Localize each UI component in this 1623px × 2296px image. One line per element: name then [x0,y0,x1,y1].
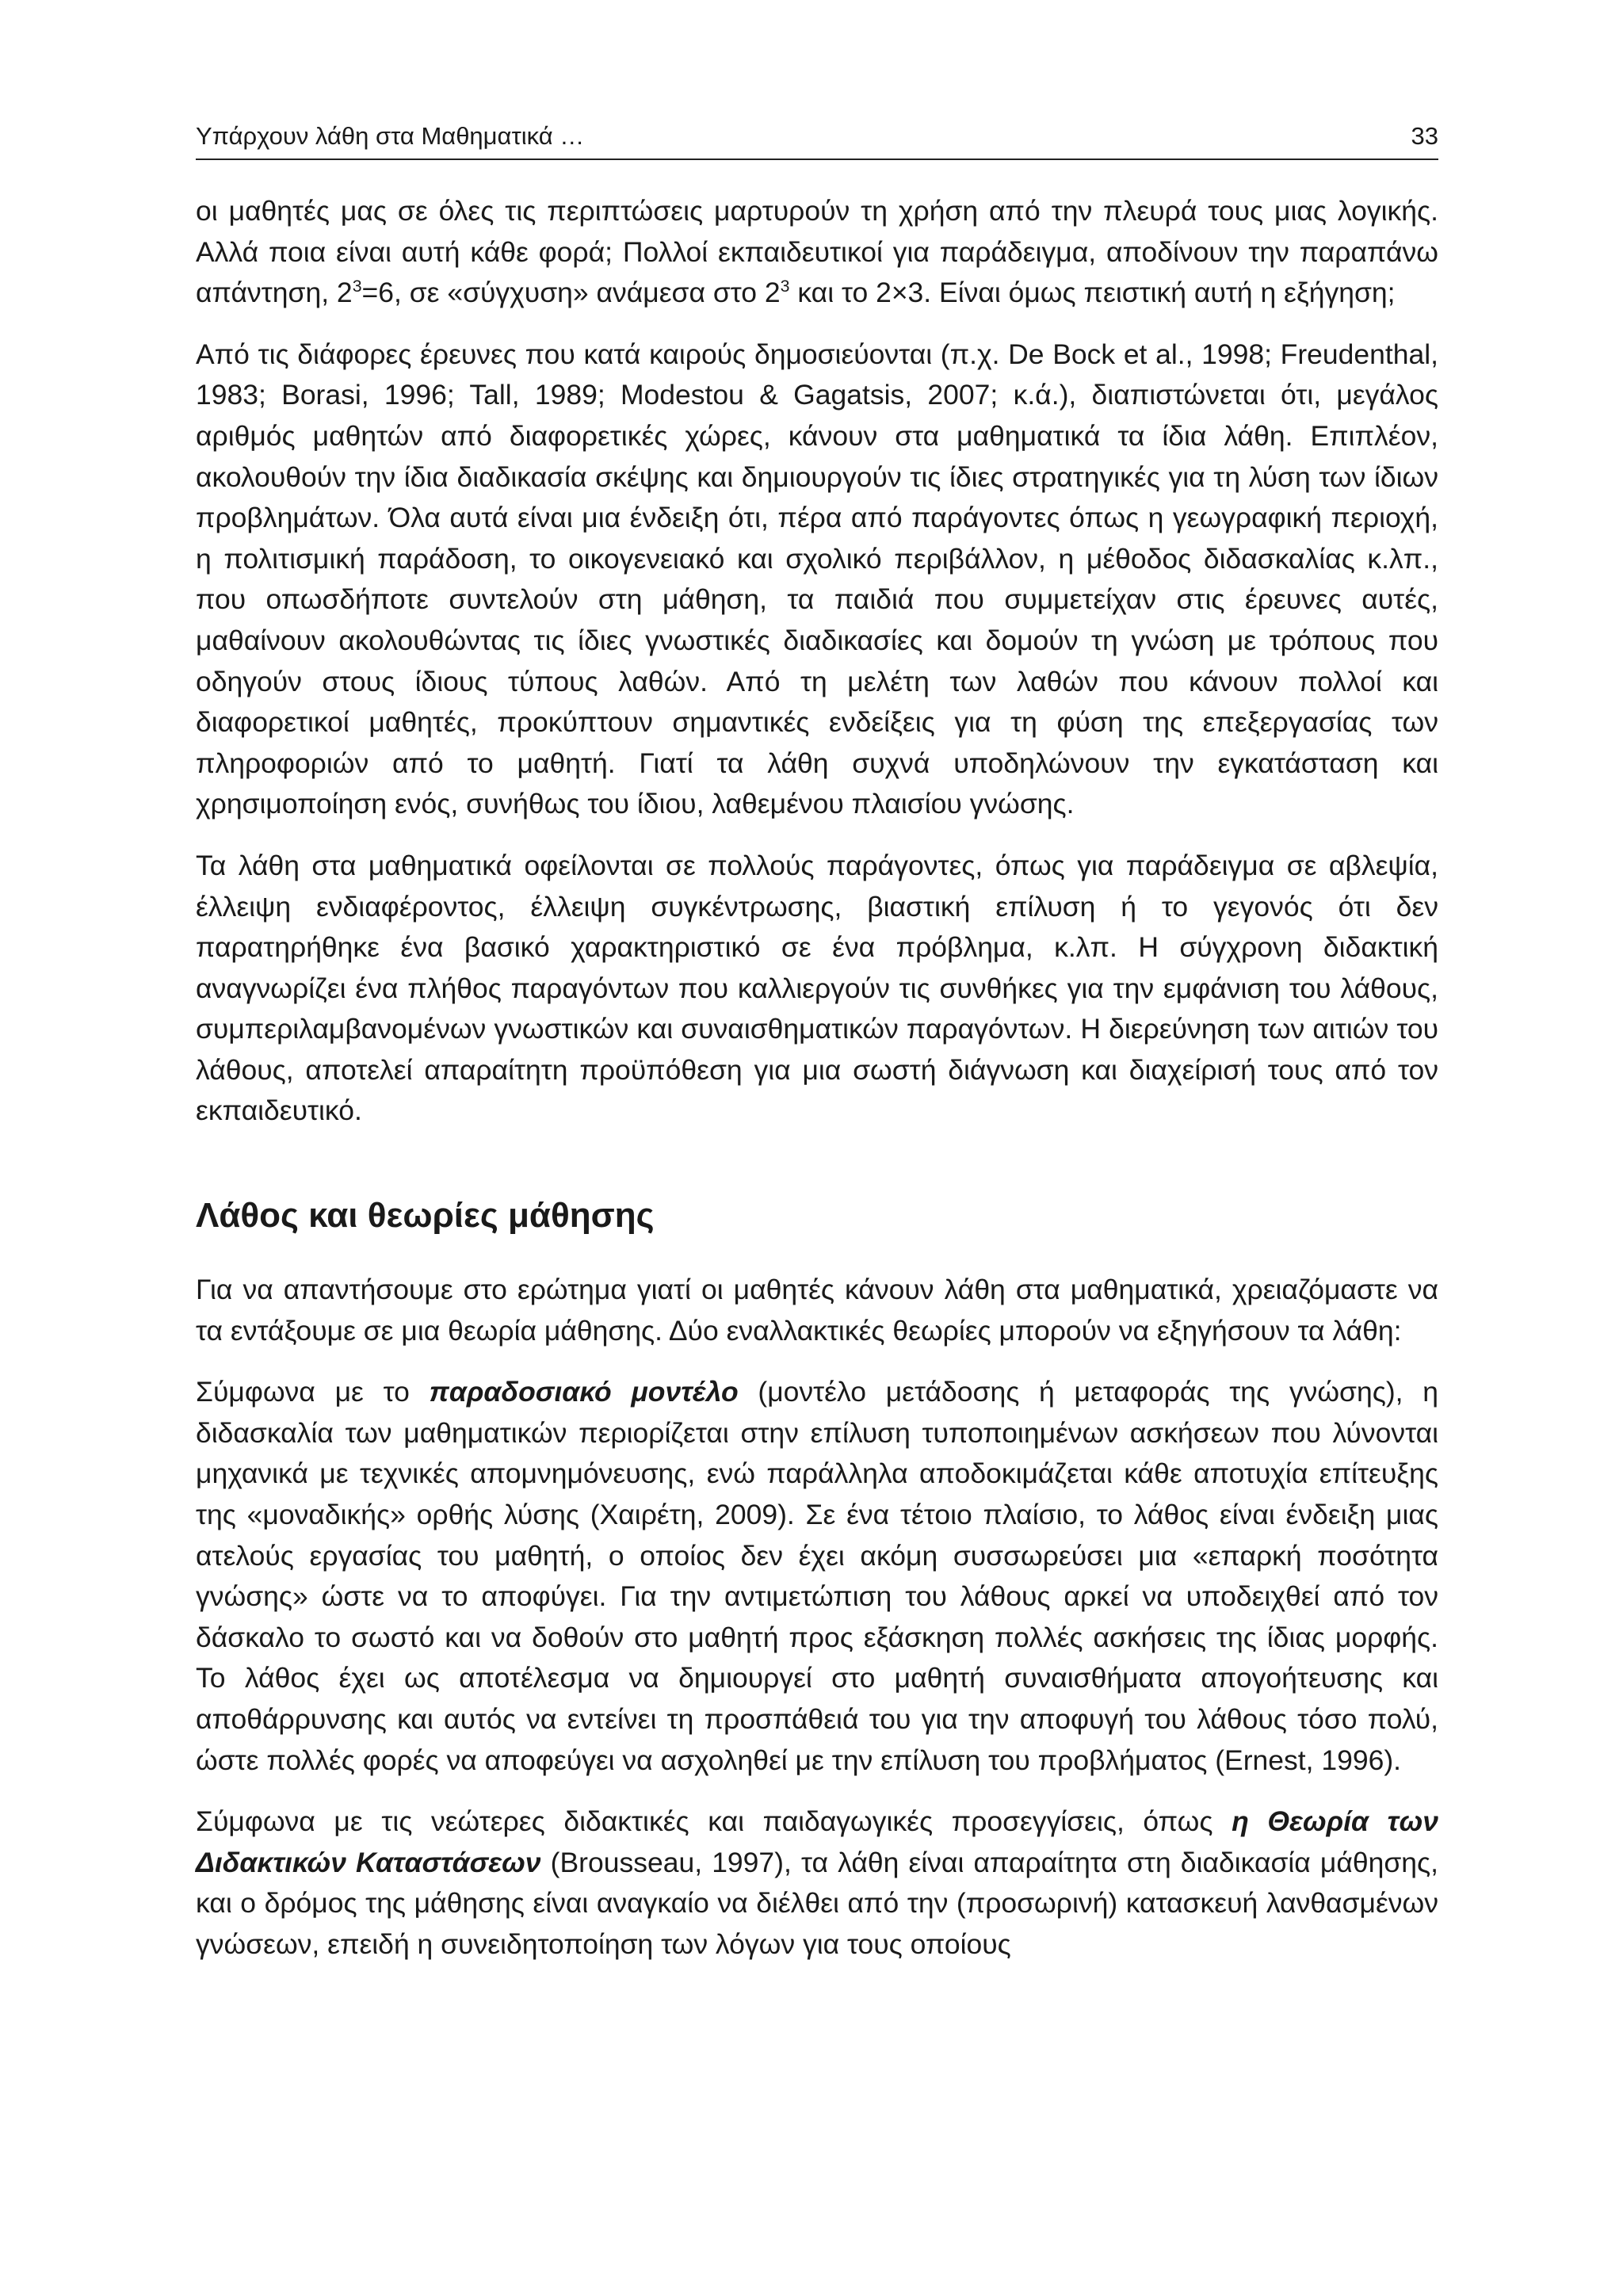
paragraph-6-part-1: Σύμφωνα με τις νεώτερες διδακτικές και παιδαγωγικές προσεγγίσεις, όπως [196,1805,1232,1838]
paragraph-1-part-3: και το 2×3. Είναι όμως πειστική αυτή η εξήγηση; [789,277,1396,309]
paragraph-4: Για να απαντήσουμε στο ερώτημα γιατί οι μαθητές κάνουν λάθη στα μαθηματικά, χρειαζόμαστε να τα εντάξουμε σε μια θεωρία μάθησης. Δύο εναλλακτικές θεωρίες μπορούν να εξηγήσουν τα λάθη: [196,1274,1438,1347]
section-heading: Λάθος και θεωρίες μάθησης [196,1196,655,1236]
paragraph-5-part-1: Σύμφωνα με το [196,1376,430,1408]
paragraph-5-part-2: (μοντέλο μετάδοσης ή μεταφοράς της γνώσης), η διδασκαλία των μαθηματικών περιορίζεται στην επίλυση τυποποιημένων ασκήσεων που λύνονται μηχανικά με τεχνικές απομνημόνευσης, ενώ παράλληλα αποδοκιμάζεται κάθε αποτυχία επίτευξης της «μοναδικής» ορθής λύσης (Χαιρέτη, 2009). Σε ένα τέτοιο πλαίσιο, το λάθος είναι ένδειξη μιας ατελούς εργασίας του μαθητή, ο οποίος δεν έχει ακόμη συσσωρεύσει μια «επαρκή ποσότητα γνώσης» ώστε να το αποφύγει. Για την αντιμετώπιση του λάθους αρκεί να υποδειχθεί από τον δάσκαλο το σωστό και να δοθούν στο μαθητή προς εξάσκηση πολλές ασκήσεις της ίδιας μορφής. Το λάθος έχει ως αποτέλεσμα να δημιουργεί στο μαθητή συναισθήματα απογοήτευσης και αποθάρρυνσης και αυτός να εντείνει τη προσπάθειά του για την αποφυγή του λάθους τόσο πολύ, ώστε πολλές φορές να αποφεύγει να ασχοληθεί με την επίλυση του προβλήματος (Ernest, 1996). [196,1376,1438,1776]
paragraph-2: Από τις διάφορες έρευνες που κατά καιρούς δημοσιεύονται (π.χ. De Bock et al., 1998; Freudenthal, 1983; Borasi, 1996; Tall, 1989; Modestou & Gagatsis, 2007; κ.ά.), διαπιστώνεται ότι, μεγάλος αριθμός μαθητών από διαφορετικές χώρες, κάνουν στα μαθηματικά τα ίδια λάθη. Επιπλέον, ακολουθούν την ίδια διαδικασία σκέψης και δημιουργούν τις ίδιες στρατηγικές για τη λύση των ίδιων προβλημάτων. Όλα αυτά είναι μια ένδειξη ότι, πέρα από παράγοντες όπως η γεωγραφική περιοχή, η πολιτισμική παράδοση, το οικογενειακό και σχολικό περιβάλλον, η μέθοδος διδασκαλίας κ.λπ., που οπωσδήποτε συντελούν στη μάθηση, τα παιδιά που συμμετείχαν στις έρευνες αυτές, μαθαίνουν ακολουθώντας τις ίδιες γνωστικές διαδικασίες και δομούν τη γνώση με τρόπους που οδηγούν στους ίδιους τύπους λαθών. Από τη μελέτη των λαθών που κάνουν πολλοί και διαφορετικοί μαθητές, προκύπτουν σημαντικές ενδείξεις για τη φύση της επεξεργασίας των πληροφοριών από το μαθητή. Γιατί τα λάθη συχνά υποδηλώνουν την εγκατάσταση και χρησιμοποίηση ενός, συνήθως του ίδιου, λαθεμένου πλαισίου γνώσης. [196,338,1438,820]
body-text [196,191,1438,1986]
paragraph-1-part-2: =6, σε «σύγχυση» ανάμεσα στο 2 [361,277,781,309]
paragraph-6-part-2: (Brousseau, 1997), τα λάθη είναι απαραίτητα στη διαδικασία μάθησης, και ο δρόμος της μάθησης είναι αναγκαίο να διέλθει από την (προσωρινή) κατασκευή λανθασμένων γνώσεων, επειδή η συνειδητοποίηση των λόγων για τους οποίους [196,1846,1438,1960]
running-header-title: Υπάρχουν λάθη στα Μαθηματικά … [196,122,585,150]
paragraph-1 [196,191,1438,314]
emphasis-traditional-model: παραδοσιακό μοντέλο [429,1376,739,1408]
paragraph-1-part-1: οι μαθητές μας σε όλες τις περιπτώσεις μαρτυρούν τη χρήση από την πλευρά τους μιας λογικής. Αλλά ποια είναι αυτή κάθε φορά; Πολλοί εκπαιδευτικοί για παράδειγμα, αποδίνουν την παραπάνω απάντηση, 2 [196,195,1438,309]
superscript-exponent: 3 [352,277,362,296]
superscript-exponent: 3 [780,277,790,296]
page-number: 33 [1411,122,1438,150]
paragraph-3: Τα λάθη στα μαθηματικά οφείλονται σε πολλούς παράγοντες, όπως για παράδειγμα σε αβλεψία, έλλειψη ενδιαφέροντος, έλλειψη συγκέντρωσης, βιαστική επίλυση ή το γεγονός ότι δεν παρατηρήθηκε ένα βασικό χαρακτηριστικό σε ένα πρόβλημα, κ.λπ. Η σύγχρονη διδακτική αναγνωρίζει ένα πλήθος παραγόντων που καλλιεργούν τις συνθήκες για την εμφάνιση του λάθους, συμπεριλαμβανομένων γνωστικών και συναισθηματικών παραγόντων. Η διερεύνηση των αιτιών του λάθους, αποτελεί απαραίτητη προϋπόθεση για μια σωστή διάγνωση και διαχείρισή τους από τον εκπαιδευτικό. [196,849,1438,1127]
emphasis-didactic-situations-theory: η Θεωρία των Διδακτικών Καταστάσεων [196,1805,1438,1878]
running-header [196,119,1438,160]
paragraph-6 [196,1801,1438,1965]
paragraph-5 [196,1372,1438,1781]
